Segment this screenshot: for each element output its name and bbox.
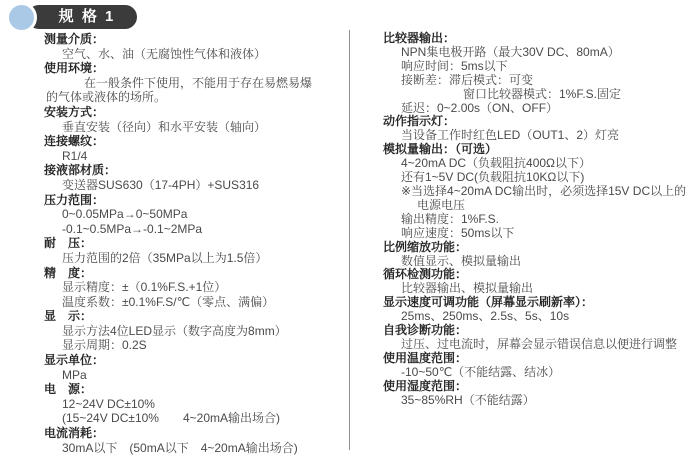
spec-label: 测量介质： — [44, 32, 105, 46]
spec-label: 动作指示灯： — [383, 114, 456, 129]
spec-label: 精 度： — [44, 265, 93, 280]
right_column-section-8 — [383, 380, 695, 408]
spec-value-line: 响应时间：5ms以下 — [401, 58, 508, 73]
left_column-section-10 — [44, 382, 344, 426]
spec-label: 使用温度范围： — [383, 350, 468, 365]
spec-label: 压力范围： — [44, 192, 105, 207]
spec-value-line: 12~24V DC±10% — [62, 396, 155, 411]
spec-label: 比较器输出： — [383, 31, 456, 45]
left_column-section-2 — [44, 105, 344, 134]
spec-column-left — [44, 32, 344, 455]
spec-value-line: 35~85%RH（不能结露） — [401, 392, 535, 407]
right_column-section-2 — [383, 143, 695, 240]
left_column-section-8 — [44, 309, 344, 353]
left_column-section-1 — [44, 61, 344, 105]
right_column-section-0 — [383, 32, 695, 115]
spec-value-line: 压力范围的2倍（35MPa以上为1.5倍） — [62, 250, 268, 265]
spec-value-line: NPN集电极开路（最大30V DC、80mA） — [401, 44, 620, 59]
column-divider — [349, 30, 350, 450]
spec-label: 比例缩放功能： — [383, 239, 468, 254]
spec-value-line: 显示方法4位LED显示（数字高度为8mm） — [62, 323, 287, 338]
spec-label: 电流消耗： — [44, 426, 105, 441]
spec-value-line: 显示精度：±（0.1%F.S.+1位） — [62, 280, 227, 295]
left_column-section-7 — [44, 266, 344, 310]
page-title: 规 格 1 — [58, 8, 116, 25]
spec-value-line: 输出精度：1%F.S. — [401, 211, 500, 226]
spec-value-line: R1/4 — [62, 148, 88, 163]
spec-label: 显 示： — [44, 309, 93, 324]
left_column-section-11 — [44, 426, 344, 455]
spec-value-line: 30mA以下 (50mA以下 4~20mA输出场合) — [62, 440, 298, 455]
spec-column-right — [383, 32, 695, 407]
spec-value-line: -0.1~0.5MPa→-0.1~2MPa — [62, 221, 203, 236]
spec-label: 电 源： — [44, 382, 93, 397]
spec-value-line: 0~0.05MPa→0~50MPa — [62, 207, 188, 222]
spec-label: 耐 压： — [44, 236, 93, 251]
spec-value-line: 当设备工作时红色LED（OUT1、2）灯亮 — [401, 128, 620, 143]
spec-value-line: 延迟：0~2.00s（ON、OFF） — [401, 100, 559, 115]
spec-label: 显示单位： — [44, 353, 105, 368]
section-header — [0, 0, 700, 32]
left_column-section-5 — [44, 193, 344, 237]
left_column-section-9 — [44, 353, 344, 382]
right_column-section-3 — [383, 241, 695, 269]
spec-label: 循环检测功能： — [383, 267, 468, 282]
spec-label: 使用湿度范围： — [383, 378, 468, 393]
spec-value-line: 接断差：滞后模式：可变 — [401, 72, 534, 87]
header-title-pill — [27, 5, 137, 29]
spec-label: 自我诊断功能： — [383, 323, 468, 338]
left_column-section-4 — [44, 163, 344, 192]
spec-value-line: (15~24V DC±10% 4~20mA输出场合) — [62, 411, 280, 426]
spec-value-line: 变送器SUS630（17-4PH）+SUS316 — [62, 177, 260, 192]
right_column-section-6 — [383, 324, 695, 352]
spec-label: 模拟量输出：（可选） — [383, 142, 498, 157]
right_column-section-4 — [383, 268, 695, 296]
spec-value-line: 4~20mA DC（负载阻抗400Ω以下） — [401, 156, 592, 171]
spec-value-line: -10~50℃（不能结露、结冰） — [401, 364, 561, 379]
spec-value-line: MPa — [62, 367, 87, 382]
spec-value-line: 数值显示、模拟量输出 — [401, 253, 522, 268]
spec-label: 显示速度可调功能（屏幕显示刷新率）： — [383, 295, 594, 310]
spec-label: 安装方式： — [44, 104, 105, 119]
spec-value-line: 电源电压 — [417, 197, 466, 212]
header-bullet-circle-icon — [6, 2, 37, 33]
spec-value-line: 空气、水、油（无腐蚀性气体和液体） — [62, 46, 267, 61]
left_column-section-0 — [44, 32, 344, 61]
spec-value-line: 窗口比较器模式：1%F.S.固定 — [463, 86, 622, 101]
spec-value-line: 垂直安装（径向）和水平安装（轴向） — [62, 119, 267, 134]
spec-value-line: 25ms、250ms、2.5s、5s、10s — [401, 309, 570, 324]
right_column-section-5 — [383, 296, 695, 324]
spec-value-line: 响应速度：50ms以下 — [401, 225, 515, 240]
right_column-section-7 — [383, 352, 695, 380]
spec-value-line: 过压、过电流时，屏幕会显示错误信息以便进行调整 — [401, 336, 678, 351]
right_column-section-1 — [383, 115, 695, 143]
spec-label: 使用环境： — [44, 61, 105, 76]
spec-label: 连接螺纹： — [44, 134, 105, 149]
spec-value-line: 还有1~5V DC(负载阻抗10KΩ以下) — [401, 170, 585, 185]
spec-value-line: ※当选择4~20mA DC输出时，必须选择15V DC以上的 — [401, 183, 687, 198]
left_column-section-6 — [44, 236, 344, 265]
spec-value-line: 的气体或液体的场所。 — [46, 90, 167, 105]
spec-value-line: 温度系数：±0.1%F.S/℃（零点、满偏） — [62, 294, 275, 309]
spec-value-line: 比较器输出、模拟量输出 — [401, 281, 534, 296]
spec-label: 接液部材质： — [44, 163, 117, 178]
spec-value-line: 在一般条件下使用，不能用于存在易燃易爆 — [84, 75, 313, 90]
spec-value-line: 显示周期：0.2S — [62, 338, 147, 353]
left_column-section-3 — [44, 134, 344, 163]
